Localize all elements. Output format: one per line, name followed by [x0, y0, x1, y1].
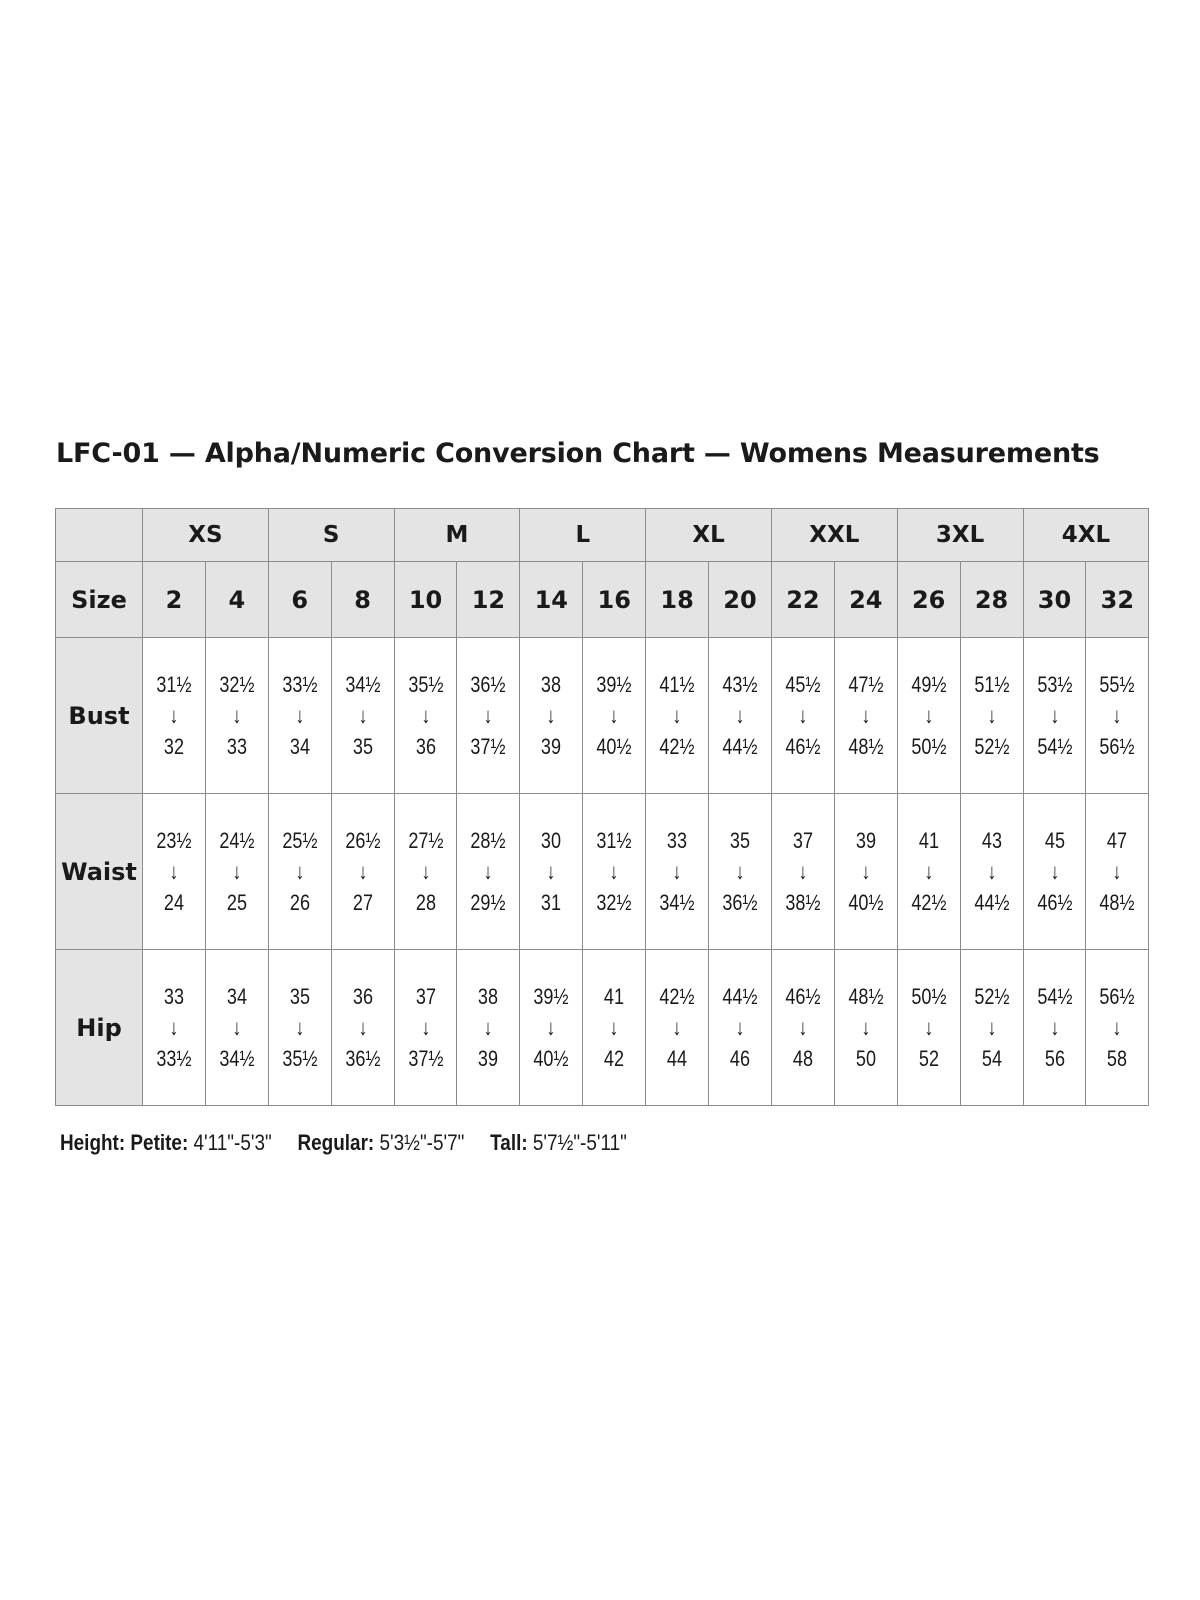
numeric-size-header: 12: [457, 562, 520, 638]
measurement-range-cell: [583, 638, 646, 794]
measurement-range-cell: [520, 638, 583, 794]
measurement-range-cell: [709, 794, 772, 950]
alpha-size-header: 3XL: [897, 509, 1023, 562]
range-from: 36½: [470, 671, 506, 697]
measurement-range-cell: [771, 794, 834, 950]
measurement-range-cell: [1086, 794, 1149, 950]
range-from: 42½: [659, 983, 695, 1009]
range-from: 41: [918, 827, 939, 853]
range-from: 43: [981, 827, 1002, 853]
range-from: 36: [352, 983, 373, 1009]
range-from: 30: [541, 827, 562, 853]
range-to: 56½: [1099, 733, 1135, 759]
range-to: 42½: [911, 889, 947, 915]
arrow-down-icon: ↓: [421, 858, 431, 884]
range-to: 48½: [848, 733, 884, 759]
measurement-range-cell: [1086, 950, 1149, 1106]
measurement-range-cell: [331, 794, 394, 950]
arrow-down-icon: ↓: [735, 1014, 745, 1040]
range-from: 27½: [407, 827, 444, 853]
arrow-down-icon: ↓: [358, 702, 368, 728]
petite-value: 4'11"-5'3": [193, 1130, 272, 1155]
range-from: 35: [289, 983, 310, 1009]
arrow-down-icon: ↓: [861, 1014, 871, 1040]
measurement-range-cell: [646, 794, 709, 950]
height-note: [60, 1130, 627, 1156]
measurement-range-cell: [1023, 794, 1086, 950]
arrow-down-icon: ↓: [1049, 858, 1059, 884]
range-to: 40½: [533, 1045, 569, 1071]
range-from: 26½: [345, 827, 381, 853]
range-to: 36½: [345, 1045, 381, 1071]
measurement-range-cell: [1086, 638, 1149, 794]
regular-label: Regular:: [297, 1130, 375, 1155]
range-to: 36: [415, 733, 436, 759]
range-to: 37½: [407, 1045, 444, 1071]
range-to: 28: [415, 889, 436, 915]
range-from: 38: [541, 671, 562, 697]
range-to: 29½: [470, 889, 506, 915]
range-to: 32: [163, 733, 184, 759]
regular-value: 5'3½"-5'7": [379, 1130, 465, 1155]
measurement-range-cell: [834, 794, 897, 950]
numeric-size-header: 24: [834, 562, 897, 638]
range-to: 44½: [974, 889, 1010, 915]
arrow-down-icon: ↓: [924, 702, 934, 728]
range-from: 31½: [156, 671, 192, 697]
tall-label: Tall:: [490, 1130, 528, 1155]
arrow-down-icon: ↓: [421, 1014, 431, 1040]
range-to: 52: [918, 1045, 939, 1071]
range-to: 25: [226, 889, 247, 915]
alpha-size-header: S: [268, 509, 394, 562]
range-from: 43½: [722, 671, 758, 697]
alpha-size-header: 4XL: [1023, 509, 1149, 562]
arrow-down-icon: ↓: [609, 858, 619, 884]
measurement-range-cell: [143, 638, 206, 794]
alpha-size-header: XS: [143, 509, 269, 562]
range-to: 39: [478, 1045, 499, 1071]
measurement-row-waist: [56, 794, 1149, 950]
alpha-size-header: XL: [646, 509, 772, 562]
measurement-range-cell: [394, 950, 457, 1106]
range-to: 39: [541, 733, 562, 759]
range-to: 32½: [596, 889, 632, 915]
measurement-range-cell: [960, 794, 1023, 950]
range-to: 42: [604, 1045, 625, 1071]
measurement-row-bust: [56, 638, 1149, 794]
range-to: 27: [352, 889, 373, 915]
range-from: 52½: [974, 983, 1010, 1009]
range-from: 51½: [974, 671, 1010, 697]
tall-value: 5'7½"-5'11": [532, 1130, 627, 1155]
range-from: 39½: [533, 983, 569, 1009]
arrow-down-icon: ↓: [546, 702, 556, 728]
range-to: 54: [981, 1045, 1002, 1071]
measurement-range-cell: [143, 794, 206, 950]
range-to: 34: [289, 733, 310, 759]
alpha-size-row: [56, 509, 1149, 562]
range-from: 44½: [722, 983, 758, 1009]
measurement-range-cell: [143, 950, 206, 1106]
numeric-size-header: 4: [205, 562, 268, 638]
range-from: 39: [855, 827, 876, 853]
alpha-size-header: M: [394, 509, 520, 562]
measurement-range-cell: [394, 638, 457, 794]
arrow-down-icon: ↓: [672, 1014, 682, 1040]
range-to: 36½: [722, 889, 758, 915]
range-from: 39½: [596, 671, 632, 697]
numeric-size-header: 22: [771, 562, 834, 638]
range-from: 35½: [407, 671, 444, 697]
range-to: 46½: [1036, 889, 1073, 915]
arrow-down-icon: ↓: [358, 1014, 368, 1040]
range-from: 31½: [596, 827, 632, 853]
range-to: 40½: [596, 733, 632, 759]
arrow-down-icon: ↓: [861, 858, 871, 884]
range-from: 41½: [659, 671, 695, 697]
height-label: Height:: [60, 1130, 126, 1155]
measurement-range-cell: [268, 794, 331, 950]
measurement-range-cell: [520, 950, 583, 1106]
measurement-range-cell: [268, 638, 331, 794]
numeric-size-header: 14: [520, 562, 583, 638]
measurement-range-cell: [834, 638, 897, 794]
range-to: 44: [667, 1045, 688, 1071]
numeric-size-header: 28: [960, 562, 1023, 638]
arrow-down-icon: ↓: [483, 858, 493, 884]
arrow-down-icon: ↓: [421, 702, 431, 728]
measurement-label: Waist: [56, 794, 143, 950]
range-to: 26: [289, 889, 310, 915]
arrow-down-icon: ↓: [609, 702, 619, 728]
arrow-down-icon: ↓: [798, 702, 808, 728]
range-to: 50: [855, 1045, 876, 1071]
arrow-down-icon: ↓: [987, 1014, 997, 1040]
arrow-down-icon: ↓: [672, 702, 682, 728]
arrow-down-icon: ↓: [232, 858, 242, 884]
arrow-down-icon: ↓: [924, 1014, 934, 1040]
range-to: 46: [729, 1045, 751, 1071]
arrow-down-icon: ↓: [672, 858, 682, 884]
range-from: 35: [729, 827, 751, 853]
range-from: 41: [604, 983, 625, 1009]
arrow-down-icon: ↓: [232, 702, 242, 728]
arrow-down-icon: ↓: [358, 858, 368, 884]
range-from: 28½: [470, 827, 506, 853]
numeric-size-header: 18: [646, 562, 709, 638]
range-to: 33: [226, 733, 247, 759]
measurement-range-cell: [709, 950, 772, 1106]
range-to: 37½: [470, 733, 506, 759]
measurement-range-cell: [771, 950, 834, 1106]
numeric-size-header: 30: [1023, 562, 1086, 638]
measurement-range-cell: [583, 950, 646, 1106]
range-to: 34½: [659, 889, 695, 915]
arrow-down-icon: ↓: [546, 1014, 556, 1040]
range-from: 34: [226, 983, 247, 1009]
measurement-range-cell: [646, 638, 709, 794]
range-from: 37: [792, 827, 813, 853]
range-from: 50½: [911, 983, 947, 1009]
size-row-label: Size: [56, 562, 143, 638]
measurement-range-cell: [897, 794, 960, 950]
range-to: 42½: [659, 733, 695, 759]
measurement-range-cell: [771, 638, 834, 794]
range-to: 34½: [219, 1045, 255, 1071]
range-to: 24: [163, 889, 184, 915]
range-to: 35: [352, 733, 373, 759]
measurement-range-cell: [268, 950, 331, 1106]
measurement-range-cell: [205, 950, 268, 1106]
arrow-down-icon: ↓: [483, 702, 493, 728]
range-from: 33: [667, 827, 688, 853]
arrow-down-icon: ↓: [169, 702, 179, 728]
range-to: 35½: [282, 1045, 318, 1071]
arrow-down-icon: ↓: [295, 702, 305, 728]
petite-label: Petite:: [130, 1130, 189, 1155]
measurement-range-cell: [331, 638, 394, 794]
measurement-range-cell: [646, 950, 709, 1106]
measurement-range-cell: [960, 950, 1023, 1106]
arrow-down-icon: ↓: [735, 858, 745, 884]
measurement-range-cell: [897, 638, 960, 794]
range-from: 25½: [282, 827, 318, 853]
measurement-range-cell: [457, 638, 520, 794]
range-to: 46½: [785, 733, 821, 759]
alpha-size-header: XXL: [771, 509, 897, 562]
range-to: 52½: [974, 733, 1010, 759]
measurement-row-hip: [56, 950, 1149, 1106]
measurement-label: Hip: [56, 950, 143, 1106]
range-to: 56: [1044, 1045, 1065, 1071]
arrow-down-icon: ↓: [987, 702, 997, 728]
range-from: 23½: [156, 827, 192, 853]
range-to: 58: [1107, 1045, 1128, 1071]
numeric-size-header: 6: [268, 562, 331, 638]
measurement-range-cell: [457, 950, 520, 1106]
range-to: 31: [541, 889, 562, 915]
range-from: 47: [1107, 827, 1128, 853]
arrow-down-icon: ↓: [232, 1014, 242, 1040]
arrow-down-icon: ↓: [1112, 858, 1122, 884]
alpha-size-header: L: [520, 509, 646, 562]
numeric-size-row: [56, 562, 1149, 638]
numeric-size-header: 16: [583, 562, 646, 638]
measurement-range-cell: [205, 794, 268, 950]
measurement-range-cell: [583, 794, 646, 950]
numeric-size-header: 26: [897, 562, 960, 638]
arrow-down-icon: ↓: [861, 702, 871, 728]
measurement-range-cell: [709, 638, 772, 794]
range-to: 38½: [785, 889, 821, 915]
chart-title: LFC-01 — Alpha/Numeric Conversion Chart — Womens Measurements: [56, 438, 1100, 469]
range-from: 24½: [219, 827, 255, 853]
arrow-down-icon: ↓: [295, 858, 305, 884]
arrow-down-icon: ↓: [1049, 1014, 1059, 1040]
range-from: 37: [415, 983, 436, 1009]
measurement-range-cell: [1023, 638, 1086, 794]
range-from: 34½: [345, 671, 381, 697]
measurement-range-cell: [394, 794, 457, 950]
range-to: 44½: [722, 733, 758, 759]
arrow-down-icon: ↓: [1112, 1014, 1122, 1040]
arrow-down-icon: ↓: [924, 858, 934, 884]
range-from: 45½: [785, 671, 821, 697]
numeric-size-header: 2: [143, 562, 206, 638]
range-to: 48½: [1099, 889, 1135, 915]
range-from: 56½: [1099, 983, 1135, 1009]
corner-cell: [56, 509, 143, 562]
range-from: 53½: [1036, 671, 1073, 697]
measurement-range-cell: [897, 950, 960, 1106]
range-to: 40½: [848, 889, 884, 915]
range-to: 54½: [1036, 733, 1073, 759]
arrow-down-icon: ↓: [798, 1014, 808, 1040]
numeric-size-header: 20: [709, 562, 772, 638]
range-from: 33: [163, 983, 184, 1009]
range-from: 47½: [848, 671, 884, 697]
arrow-down-icon: ↓: [987, 858, 997, 884]
range-from: 45: [1044, 827, 1065, 853]
range-from: 33½: [282, 671, 318, 697]
range-from: 46½: [785, 983, 821, 1009]
measurement-range-cell: [205, 638, 268, 794]
measurement-range-cell: [520, 794, 583, 950]
range-from: 55½: [1099, 671, 1135, 697]
measurement-range-cell: [331, 950, 394, 1106]
range-from: 48½: [848, 983, 884, 1009]
arrow-down-icon: ↓: [169, 1014, 179, 1040]
size-conversion-table: [55, 508, 1149, 1106]
measurement-label: Bust: [56, 638, 143, 794]
measurement-range-cell: [834, 950, 897, 1106]
arrow-down-icon: ↓: [735, 702, 745, 728]
arrow-down-icon: ↓: [546, 858, 556, 884]
range-to: 50½: [911, 733, 947, 759]
range-from: 54½: [1036, 983, 1073, 1009]
range-to: 33½: [156, 1045, 192, 1071]
range-from: 32½: [219, 671, 255, 697]
range-from: 49½: [911, 671, 947, 697]
measurement-range-cell: [960, 638, 1023, 794]
range-to: 48: [792, 1045, 813, 1071]
arrow-down-icon: ↓: [483, 1014, 493, 1040]
numeric-size-header: 10: [394, 562, 457, 638]
numeric-size-header: 32: [1086, 562, 1149, 638]
measurement-range-cell: [1023, 950, 1086, 1106]
arrow-down-icon: ↓: [609, 1014, 619, 1040]
measurement-range-cell: [457, 794, 520, 950]
range-from: 38: [478, 983, 499, 1009]
arrow-down-icon: ↓: [169, 858, 179, 884]
arrow-down-icon: ↓: [295, 1014, 305, 1040]
arrow-down-icon: ↓: [1112, 702, 1122, 728]
arrow-down-icon: ↓: [1049, 702, 1059, 728]
arrow-down-icon: ↓: [798, 858, 808, 884]
numeric-size-header: 8: [331, 562, 394, 638]
